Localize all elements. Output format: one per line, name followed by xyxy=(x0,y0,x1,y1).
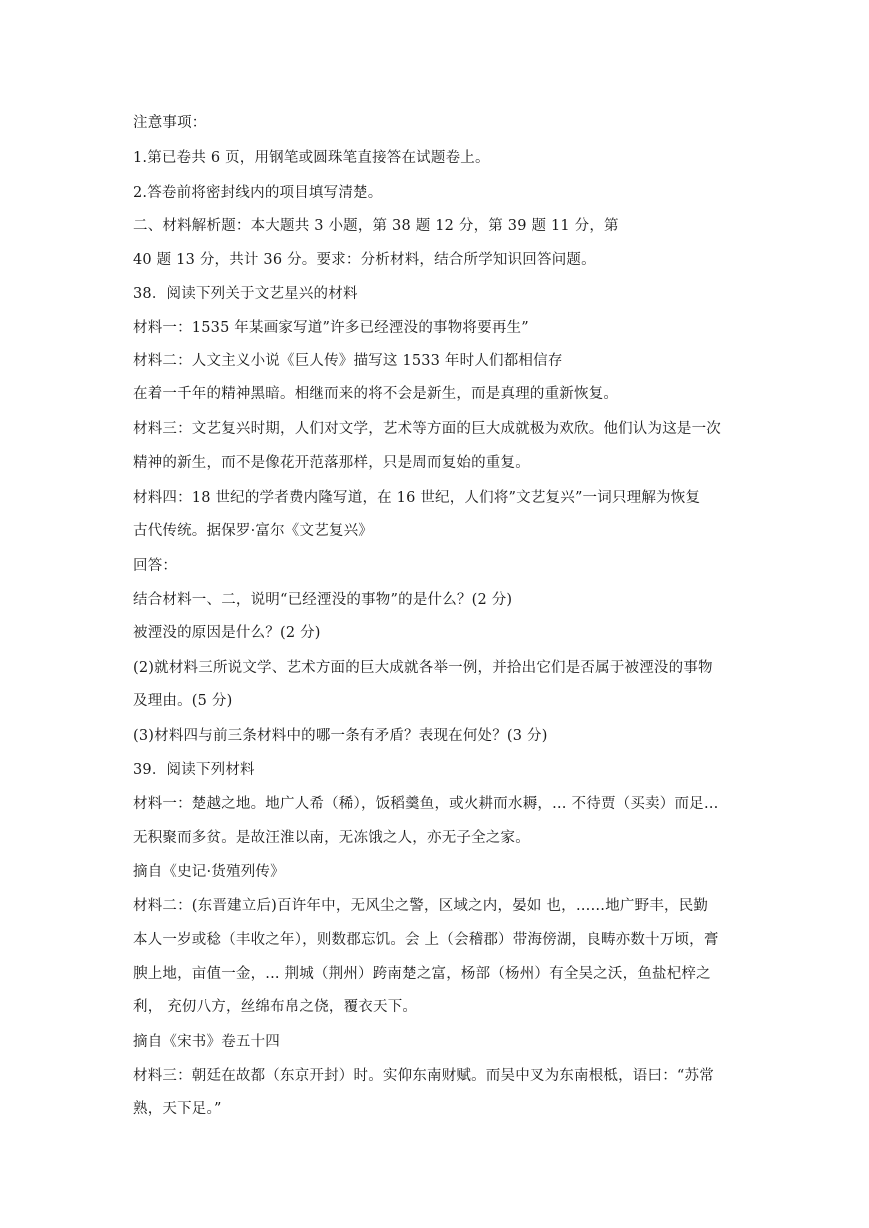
q38-material-3-line-1: 材料三：文艺复兴时期，人们对文学，艺术等方面的巨大成就极为欢欣。他们认为这是一次 xyxy=(133,421,721,437)
q39-material-1-line-1: 材料一：楚越之地。地广人希（稀），饭稻羹鱼，或火耕而水耨，… 不待贾（买卖）而足… xyxy=(133,796,719,812)
q38-material-2-line-2: 在着一千年的精神黑暗。相继而来的将不会是新生，而是真理的重新恢复。 xyxy=(133,386,619,402)
q38-material-4-line-2: 古代传统。据保罗·富尔《文艺复兴》 xyxy=(133,523,374,539)
q38-material-2-line-1: 材料二：人文主义小说《巨人传》描写这 1533 年时人们都相信存 xyxy=(133,353,563,369)
q38-part-1-line-2: 被湮没的原因是什么？(2 分) xyxy=(133,625,321,641)
q38-material-1: 材料一：1535 年某画家写道”许多已经湮没的事物将要再生” xyxy=(133,320,529,336)
q39-material-3-line-2: 熟，天下足。” xyxy=(133,1101,222,1117)
notice-item-1: 1.第已卷共 6 页，用钢笔或圆珠笔直接答在试题卷上。 xyxy=(133,150,490,166)
notice-heading: 注意事项： xyxy=(133,115,207,131)
q38-part-2-line-2: 及理由。(5 分) xyxy=(133,693,233,709)
q39-material-2-line-4: 利， 充仞八方，丝绵布帛之侥，覆衣天下。 xyxy=(133,999,418,1015)
q39-material-2-source: 摘自《宋书》卷五十四 xyxy=(133,1034,280,1050)
q38-material-3-line-2: 精神的新生，而不是像花开范落那样，只是周而复始的重复。 xyxy=(133,455,530,471)
notice-item-2: 2.答卷前将密封线内的项目填写清楚。 xyxy=(133,185,383,201)
q39-material-1-line-2: 无积聚而多贫。是故汪淮以南，无冻饿之人，亦无子全之家。 xyxy=(133,830,530,846)
q38-part-3: (3)材料四与前三条材料中的哪一条有矛盾？表现在何处？(3 分) xyxy=(133,728,548,744)
section-heading-line-1: 二、材料解析题：本大题共 3 小题，第 38 题 12 分，第 39 题 11 分，第 xyxy=(133,218,619,234)
q38-material-4-line-1: 材料四：18 世纪的学者费内隆写道，在 16 世纪，人们将”文艺复兴”一词只理解为恢复 xyxy=(133,490,701,506)
question-38-heading: 38．阅读下列关于文艺星兴的材料 xyxy=(133,286,358,302)
q38-part-2-line-1: (2)就材料三所说文学、艺术方面的巨大成就各举一例，并拾出它们是否属于被湮没的事物 xyxy=(133,660,713,676)
q39-material-1-source: 摘自《史记·货殖列传》 xyxy=(133,864,285,880)
q39-material-2-line-3: 腴上地，亩值一金，... 荆城（荆州）跨南楚之富，杨部（杨州）有全吴之沃，鱼盐杞梓之 xyxy=(133,966,711,982)
q38-part-1-line-1: 结合材料一、二，说明“已经湮没的事物”的是什么？(2 分) xyxy=(133,592,513,608)
q39-material-3-line-1: 材料三：朝廷在故都（东京开封）时。实仰东南财赋。而吴中叉为东南根柢，语曰：“苏常 xyxy=(133,1068,714,1084)
question-39-heading: 39．阅读下列材料 xyxy=(133,762,255,778)
q39-material-2-line-2: 本人一岁或稔（丰收之年），则数郡忘饥。会 上（会稽郡）带海傍湖，良畴亦数十万顷，膏 xyxy=(133,932,719,948)
section-heading-line-2: 40 题 13 分，共计 36 分。要求：分析材料，结合所学知识回答问题。 xyxy=(133,252,596,268)
answer-label: 回答： xyxy=(133,558,178,574)
q39-material-2-line-1: 材料二：(东晋建立后)百许年中，无风尘之警，区域之内，晏如 也，……地广野丰，民勤 xyxy=(133,898,709,914)
